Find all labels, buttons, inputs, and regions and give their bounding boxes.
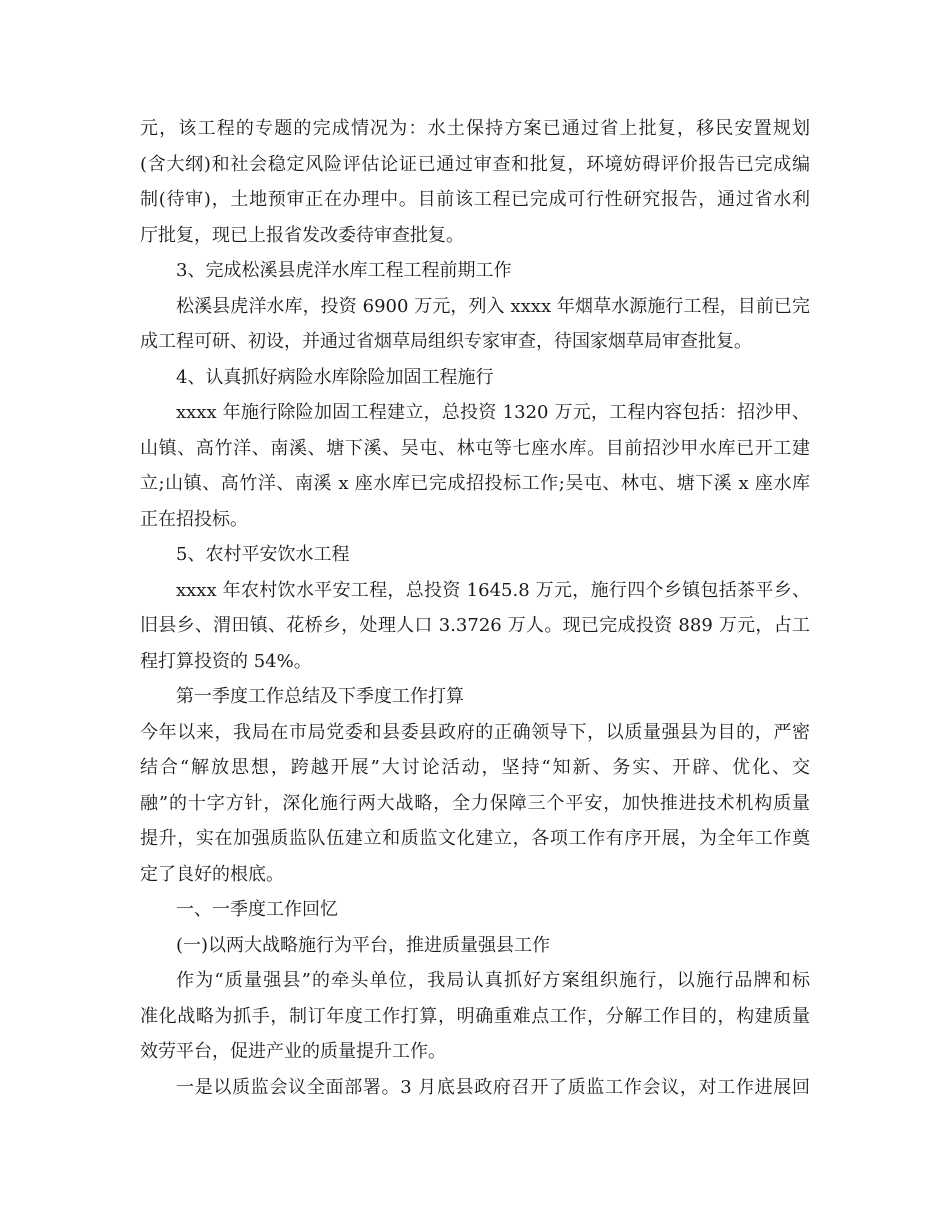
text-line: 融”的十字方针，深化施行两大战略，全力保障三个平安，加快推进技术机构质量	[140, 792, 810, 814]
text-line: 定了良好的根底。	[140, 863, 284, 885]
section-heading: 3、完成松溪县虎洋水库工程工程前期工作	[176, 260, 512, 281]
section-heading: 5、农村平安饮水工程	[176, 544, 350, 565]
text-line: 程打算投资的 54%。	[140, 650, 312, 672]
section-heading: 一、一季度工作回忆	[176, 899, 338, 920]
subsection-heading: (一)以两大战略施行为平台，推进质量强县工作	[176, 934, 551, 956]
text-line: 准化战略为抓手，制订年度工作打算，明确重难点工作，分解工作目的，构建质量	[140, 1005, 810, 1027]
text-line: 正在招投标。	[140, 508, 248, 530]
text-line: 山镇、高竹洋、南溪、塘下溪、吴屯、林屯等七座水库。目前招沙甲水库已开工建	[140, 437, 810, 459]
text-line: 提升，实在加强质监队伍建立和质监文化建立，各项工作有序开展，为全年工作奠	[140, 828, 810, 849]
text-line: xxxx 年农村饮水平安工程，总投资 1645.8 万元，施行四个乡镇包括茶平乡、	[176, 579, 810, 601]
text-line: 元，该工程的专题的完成情况为：水土保持方案已通过省上批复，移民安置规划	[140, 118, 810, 139]
text-line: 成工程可研、初设，并通过省烟草局组织专家审查，待国家烟草局审查批复。	[140, 331, 752, 352]
document-title: 第一季度工作总结及下季度工作打算	[176, 686, 464, 707]
text-line: 制(待审)，土地预审正在办理中。目前该工程已完成可行性研究报告，通过省水利	[140, 189, 810, 210]
text-line: 今年以来，我局在市局党委和县委县政府的正确领导下，以质量强县为目的，严密	[140, 721, 810, 743]
text-line: 旧县乡、渭田镇、花桥乡，处理人口 3.3726 万人。现已完成投资 889 万元，占工	[140, 615, 810, 636]
text-line: 作为“质量强县”的牵头单位，我局认真抓好方案组织施行，以施行品牌和标	[176, 970, 810, 991]
text-line: 松溪县虎洋水库，投资 6900 万元，列入 xxxx 年烟草水源施行工程，目前已完	[176, 295, 810, 317]
document-body	[140, 111, 810, 1105]
text-line: 结合“解放思想，跨越开展”大讨论活动，坚持“知新、务实、开辟、优化、交	[140, 757, 810, 778]
section-heading: 4、认真抓好病险水库除险加固工程施行	[176, 366, 494, 388]
text-line: (含大纲)和社会稳定风险评估论证已通过审查和批复，环境妨碍评价报告已完成编	[140, 153, 810, 175]
text-line: 厅批复，现已上报省发改委待审查批复。	[140, 224, 464, 246]
text-line: 一是以质监会议全面部署。3 月底县政府召开了质监工作会议，对工作进展回	[176, 1076, 810, 1098]
text-line: 效劳平台，促进产业的质量提升工作。	[140, 1041, 446, 1062]
text-line: xxxx 年施行除险加固工程建立，总投资 1320 万元，工程内容包括：招沙甲、	[176, 402, 810, 423]
text-line: 立;山镇、高竹洋、南溪 x 座水库已完成招投标工作;吴屯、林屯、塘下溪 x 座水库	[140, 473, 810, 494]
